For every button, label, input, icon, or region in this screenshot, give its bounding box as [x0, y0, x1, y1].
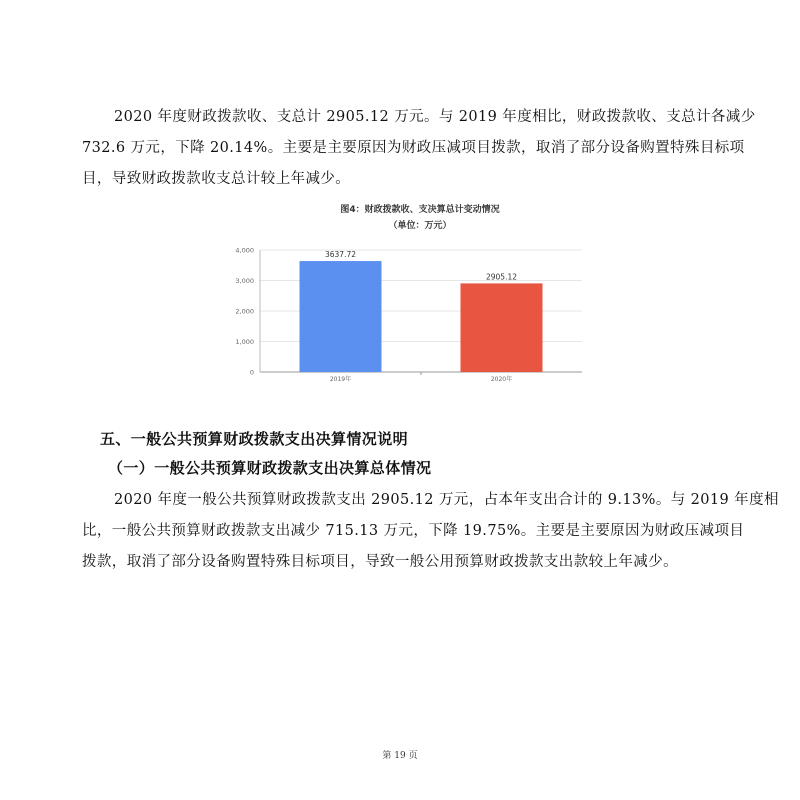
- paragraph-line: 2020 年度一般公共预算财政拨款支出 2905.12 万元，占本年支出合计的 9.13%。与 2019 年度相: [114, 492, 779, 508]
- section-heading: 五、一般公共预算财政拨款支出决算情况说明: [100, 430, 409, 448]
- chart-title: 图4：财政拨款收、支决算总计变动情况: [340, 205, 500, 215]
- data-label: 2905.12: [485, 272, 518, 282]
- paragraph-line: 拨款，取消了部分设备购置特殊目标项目，导致一般公用预算财政拨款支出款较上年减少。: [82, 554, 678, 570]
- paragraph-line: 比，一般公共预算财政拨款支出减少 715.13 万元，下降 19.75%。主要是主要原因为财政压减项目: [82, 523, 745, 539]
- y-tick-label: 3,000: [235, 277, 254, 285]
- bar: [300, 261, 382, 372]
- y-tick-layer: [235, 247, 254, 377]
- paragraph-line: 目，导致财政拨款收支总计较上年减少。: [82, 171, 351, 187]
- bar-chart: [220, 236, 590, 386]
- paragraph-line: 2020 年度财政拨款收、支总计 2905.12 万元。与 2019 年度相比，财政拨款收、支总计各减少: [114, 109, 756, 125]
- y-tick-label: 0: [249, 368, 254, 377]
- x-tick-label: 2019年: [329, 376, 352, 383]
- x-tick-layer: [330, 372, 512, 383]
- chart-title-block: [250, 202, 590, 231]
- y-tick-label: 4,000: [235, 246, 254, 255]
- paragraph-general-budget: [82, 485, 779, 578]
- data-label: 3637.72: [324, 250, 357, 260]
- y-tick-label: 2,000: [235, 307, 254, 316]
- bar: [461, 283, 543, 372]
- y-tick-label: 1,000: [235, 338, 254, 346]
- chart-subtitle: （单位：万元）: [388, 221, 452, 231]
- paragraph-financial-total: [82, 102, 756, 195]
- page-number: 第 19 页: [382, 751, 418, 761]
- paragraph-line: 732.6 万元，下降 20.14%。主要是主要原因为财政压减项目拨款，取消了部分设备购置特殊目标项: [82, 140, 745, 156]
- subsection-heading: （一）一般公共预算财政拨款支出决算总体情况: [108, 459, 432, 477]
- x-tick-label: 2020年: [490, 376, 513, 383]
